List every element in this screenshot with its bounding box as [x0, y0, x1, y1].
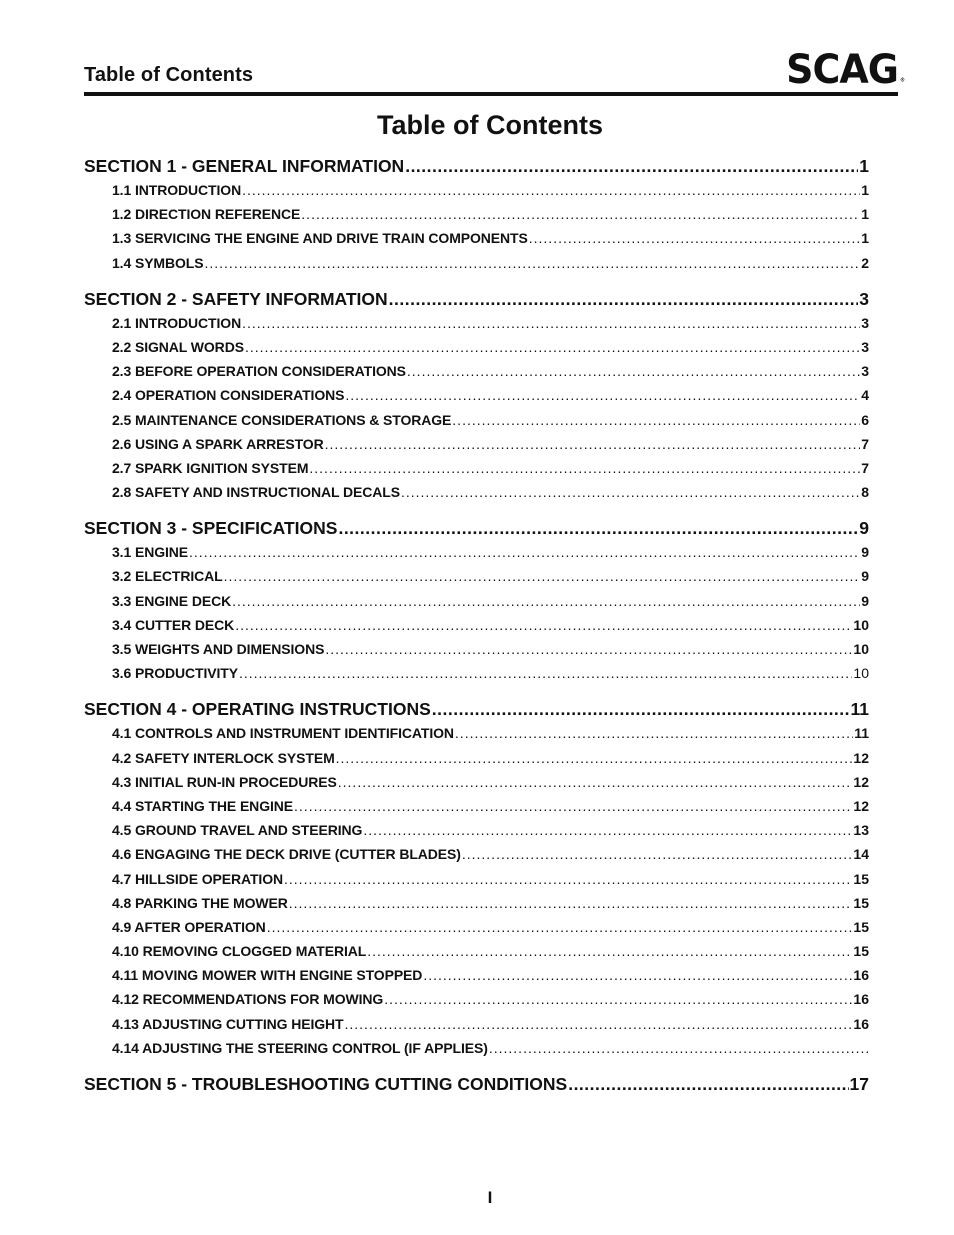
entry-page-number: 8	[861, 484, 869, 501]
toc-entry[interactable]	[84, 540, 869, 564]
entry-page-number: 11	[854, 725, 869, 742]
entry-page-number: 12	[853, 773, 869, 790]
section-page-number: 1	[859, 156, 869, 176]
dot-leader	[309, 456, 860, 480]
toc-entry[interactable]	[84, 987, 869, 1011]
toc-entry[interactable]	[84, 311, 869, 335]
entry-page-number: 13	[853, 822, 869, 839]
entry-title: 4.12 RECOMMENDATIONS FOR MOWING	[112, 991, 384, 1008]
entry-title: 4.3 INITIAL RUN-IN PROCEDURES	[112, 773, 337, 790]
toc-entry[interactable]	[84, 408, 869, 432]
entry-title: 2.3 BEFORE OPERATION CONSIDERATIONS	[112, 363, 406, 380]
entry-page-number: 9	[861, 592, 869, 609]
entry-title: 3.4 CUTTER DECK	[112, 616, 235, 633]
entry-page-number: 10	[853, 665, 869, 682]
entry-title: 4.2 SAFETY INTERLOCK SYSTEM	[112, 749, 335, 766]
dot-leader	[284, 867, 852, 891]
entry-title: 2.5 MAINTENANCE CONSIDERATIONS & STORAGE	[112, 411, 452, 428]
toc-entry[interactable]	[84, 432, 869, 456]
entry-page-number: 1	[861, 182, 869, 198]
entry-title: 1.3 SERVICING THE ENGINE AND DRIVE TRAIN COMPONENTS	[112, 230, 528, 247]
entry-title: 2.1 INTRODUCTION	[112, 314, 242, 331]
dot-leader	[294, 794, 852, 818]
toc-entry[interactable]	[84, 613, 869, 637]
header-rule	[84, 92, 898, 96]
entry-title: 3.6 PRODUCTIVITY	[112, 665, 238, 682]
entry-title: 4.9 AFTER OPERATION	[112, 918, 266, 935]
toc-entry[interactable]	[84, 867, 869, 891]
toc-entry[interactable]	[84, 1036, 869, 1060]
entry-page-number: 10	[853, 616, 869, 633]
dot-leader	[432, 697, 850, 721]
entry-page-number: 3	[861, 363, 869, 380]
entry-page-number: 7	[861, 459, 869, 476]
dot-leader	[389, 287, 859, 311]
entry-title: 4.7 HILLSIDE OPERATION	[112, 870, 284, 887]
dot-leader	[289, 891, 853, 915]
entry-title: 2.8 SAFETY AND INSTRUCTIONAL DECALS	[112, 484, 400, 501]
dot-leader	[345, 383, 860, 407]
toc-section-heading[interactable]	[84, 516, 869, 540]
entry-page-number: 9	[861, 568, 869, 585]
dot-leader	[232, 589, 860, 613]
entry-title: 1.2 DIRECTION REFERENCE	[112, 206, 301, 223]
dot-leader	[363, 818, 852, 842]
dot-leader	[423, 963, 852, 987]
toc-entry[interactable]	[84, 963, 869, 987]
section-title: SECTION 2 - SAFETY INFORMATION	[84, 288, 388, 309]
dot-leader	[452, 408, 860, 432]
toc-entry[interactable]	[84, 226, 869, 250]
entry-page-number: 3	[861, 338, 869, 355]
header-title: Table of Contents	[84, 64, 254, 86]
entry-page-number: 1	[861, 230, 869, 247]
toc-entry[interactable]	[84, 637, 869, 661]
toc-entry[interactable]	[84, 721, 869, 745]
dot-leader	[338, 516, 858, 540]
dot-leader	[401, 480, 860, 504]
section-page-number: 3	[859, 288, 869, 309]
toc-entry[interactable]	[84, 202, 869, 226]
entry-title: 4.6 ENGAGING THE DECK DRIVE (CUTTER BLADES)	[112, 846, 461, 863]
dot-leader	[529, 226, 860, 250]
entry-title: 2.2 SIGNAL WORDS	[112, 338, 244, 355]
toc-entry[interactable]	[84, 1012, 869, 1036]
dot-leader	[384, 987, 852, 1011]
toc-entry[interactable]	[84, 794, 869, 818]
dot-leader	[338, 770, 853, 794]
entry-page-number: 14	[853, 846, 869, 863]
entry-page-number: 12	[853, 749, 869, 766]
toc-entry[interactable]	[84, 589, 869, 613]
entry-title: 4.4 STARTING THE ENGINE	[112, 797, 294, 814]
entry-page-number: 3	[861, 314, 869, 331]
section-title: SECTION 1 - GENERAL INFORMATION	[84, 156, 405, 176]
dot-leader	[345, 1012, 853, 1036]
entry-page-number: 2	[861, 254, 869, 271]
dot-leader	[325, 432, 861, 456]
toc-section-2	[84, 287, 869, 505]
scag-logo	[786, 46, 904, 93]
toc-entry[interactable]	[84, 770, 869, 794]
dot-leader	[235, 613, 852, 637]
dot-leader	[462, 842, 853, 866]
dot-leader	[568, 1072, 848, 1096]
toc-entry[interactable]	[84, 746, 869, 770]
dot-leader	[239, 661, 852, 685]
section-page-number: 17	[849, 1074, 869, 1094]
dot-leader	[325, 637, 852, 661]
entry-page-number: 12	[853, 797, 869, 814]
entry-title: 2.4 OPERATION CONSIDERATIONS	[112, 387, 345, 404]
logo-text: SCAG	[786, 46, 898, 93]
entry-title: 1.1 INTRODUCTION	[112, 182, 242, 198]
entry-title: 4.14 ADJUSTING THE STEERING CONTROL (IF APPLIES)	[112, 1039, 488, 1056]
dot-leader	[242, 311, 860, 335]
dot-leader	[301, 202, 860, 226]
toc-section-heading[interactable]	[84, 287, 869, 311]
toc-entry[interactable]	[84, 178, 869, 202]
dot-leader	[204, 251, 860, 275]
dot-leader	[367, 939, 852, 963]
entry-title: 3.1 ENGINE	[112, 544, 189, 561]
dot-leader	[489, 1036, 868, 1060]
entry-title: 3.5 WEIGHTS AND DIMENSIONS	[112, 641, 325, 657]
section-page-number: 11	[850, 699, 869, 720]
document-title: Table of Contents	[377, 110, 603, 140]
entry-page-number: 4	[861, 387, 869, 404]
entry-page-number: 15	[853, 894, 869, 911]
toc-entry[interactable]	[84, 480, 869, 504]
entry-title: 2.7 SPARK IGNITION SYSTEM	[112, 459, 309, 476]
toc-entry[interactable]	[84, 818, 869, 842]
page-number: I	[487, 1188, 493, 1207]
entry-title: 4.13 ADJUSTING CUTTING HEIGHT	[112, 1015, 344, 1032]
entry-page-number: 1	[861, 206, 869, 223]
registered-mark: ®	[900, 77, 904, 84]
entry-title: 4.5 GROUND TRAVEL AND STEERING	[112, 822, 363, 839]
dot-leader	[455, 721, 853, 745]
entry-page-number: 15	[853, 918, 869, 935]
entry-title: 2.6 USING A SPARK ARRESTOR	[112, 435, 324, 452]
dot-leader	[242, 178, 860, 202]
entry-title: 4.11 MOVING MOWER WITH ENGINE STOPPED	[112, 967, 423, 984]
entry-page-number: 15	[853, 943, 869, 960]
dot-leader	[189, 540, 860, 564]
toc-section-1	[84, 154, 869, 275]
entry-page-number: 15	[853, 870, 869, 887]
toc-section-heading[interactable]	[84, 1072, 869, 1096]
section-title: SECTION 4 - OPERATING INSTRUCTIONS	[84, 699, 431, 720]
toc-entry[interactable]	[84, 251, 869, 275]
entry-page-number: 16	[853, 991, 869, 1008]
toc-entry[interactable]	[84, 842, 869, 866]
toc-section-heading[interactable]	[84, 697, 869, 721]
entry-page-number: 7	[861, 435, 869, 452]
entry-page-number: 10	[853, 641, 869, 657]
entry-page-number: 16	[853, 1015, 869, 1032]
entry-page-number: 9	[861, 544, 869, 561]
entry-title: 1.4 SYMBOLS	[112, 254, 204, 271]
toc-entry[interactable]	[84, 891, 869, 915]
toc-entry[interactable]	[84, 661, 869, 685]
section-title: SECTION 3 - SPECIFICATIONS	[84, 518, 338, 539]
toc-entry[interactable]	[84, 335, 869, 359]
dot-leader	[224, 564, 861, 588]
section-title: SECTION 5 - TROUBLESHOOTING CUTTING CONDITIONS	[84, 1074, 568, 1094]
dot-leader	[245, 335, 860, 359]
toc-section-5	[84, 1072, 869, 1096]
entry-page-number: 6	[861, 411, 869, 428]
toc-entry[interactable]	[84, 359, 869, 383]
entry-title: 4.10 REMOVING CLOGGED MATERIAL	[112, 943, 367, 960]
toc-section-3	[84, 516, 869, 685]
toc-entry[interactable]	[84, 915, 869, 939]
dot-leader	[336, 746, 853, 770]
page-header	[84, 44, 904, 96]
toc-entry[interactable]	[84, 939, 869, 963]
entry-title: 4.1 CONTROLS AND INSTRUMENT IDENTIFICATION	[112, 725, 454, 742]
entry-page-number: 16	[853, 967, 869, 984]
section-page-number: 9	[859, 518, 869, 539]
entry-title: 3.2 ELECTRICAL	[112, 568, 223, 585]
table-of-contents	[84, 154, 869, 1108]
dot-leader	[405, 154, 858, 178]
toc-entry[interactable]	[84, 564, 869, 588]
toc-entry[interactable]	[84, 383, 869, 407]
entry-title: 4.8 PARKING THE MOWER	[112, 894, 288, 911]
entry-title: 3.3 ENGINE DECK	[112, 592, 232, 609]
toc-entry[interactable]	[84, 456, 869, 480]
dot-leader	[267, 915, 853, 939]
toc-section-heading[interactable]	[84, 154, 869, 178]
dot-leader	[407, 359, 860, 383]
toc-section-4	[84, 697, 869, 1060]
